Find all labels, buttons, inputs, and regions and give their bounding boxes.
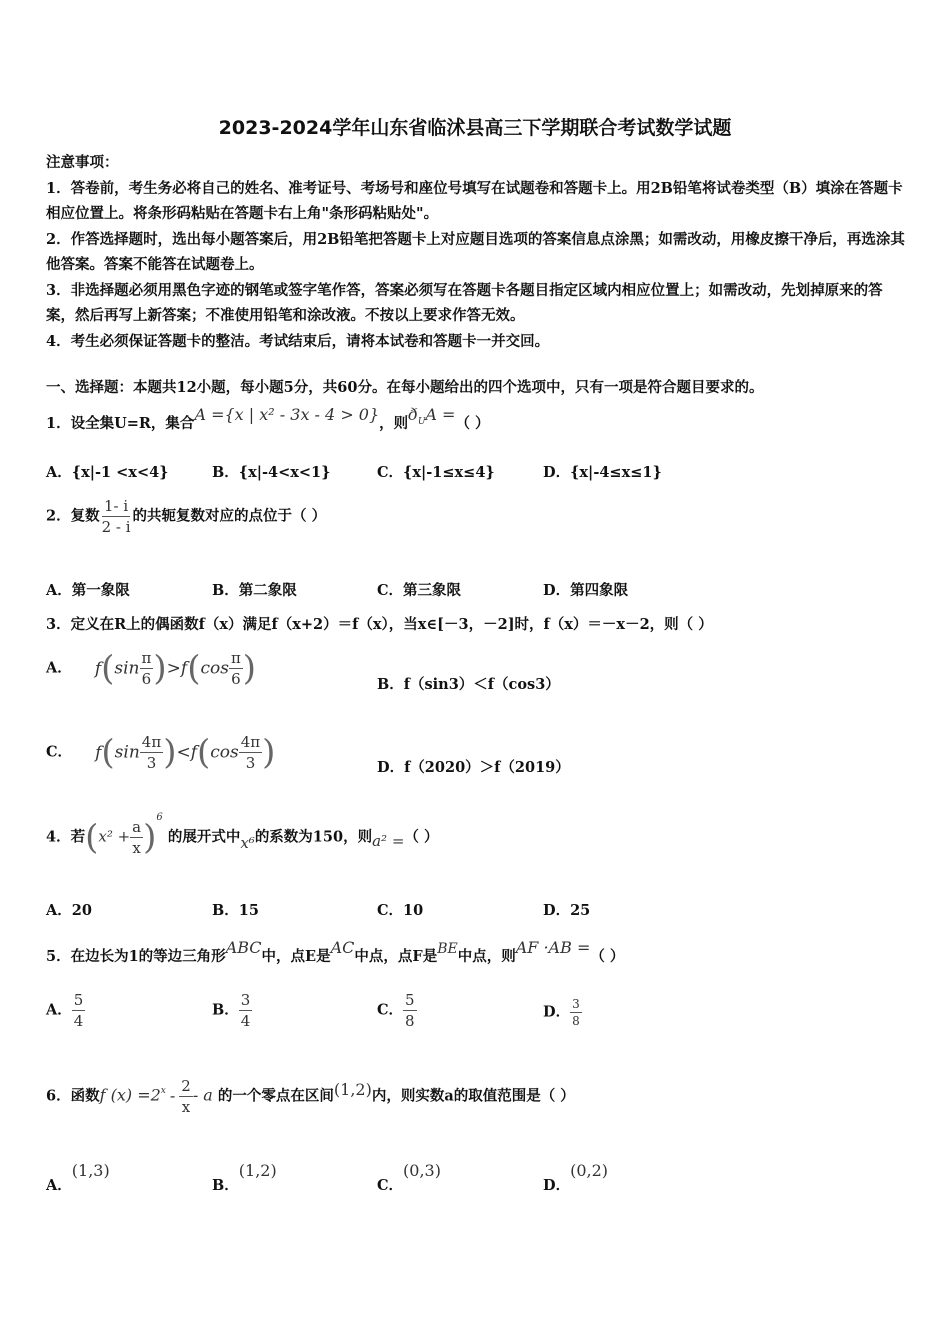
q4-prefix: 4．若 — [46, 828, 86, 846]
q3c-den1: 3 — [146, 754, 157, 772]
q3a-func2: cos — [200, 658, 229, 679]
q1-option-a[interactable]: A．{x|-1 <x<4} — [46, 464, 169, 481]
q3-option-b[interactable]: B．f（sin3）＜f（cos3） — [377, 676, 560, 693]
q3-option-c-label: C． — [46, 743, 73, 761]
notice-heading: 注意事项： — [46, 154, 119, 171]
q2-option-d[interactable]: D．第四象限 — [543, 582, 629, 599]
q4-option-b[interactable]: B．15 — [212, 902, 259, 919]
q6-function: f (x) =2 — [99, 1085, 161, 1105]
q2-fraction — [100, 496, 133, 537]
q1-paren: （ ） — [455, 415, 490, 432]
q2-denominator: 2 - i — [101, 518, 131, 536]
q5-option-b-label: B． — [212, 1001, 239, 1019]
q5-option-a-label: A． — [46, 1001, 72, 1019]
q2-option-a[interactable]: A．第一象限 — [46, 582, 130, 599]
q5-side-ac: AC — [330, 938, 355, 957]
q6-prefix: 6．函数 — [46, 1087, 100, 1105]
q4-inner-left: x² + — [98, 827, 131, 846]
q5a-num: 5 — [73, 991, 84, 1009]
q4-option-a[interactable]: A．20 — [46, 902, 92, 919]
q4-ask: a² = — [372, 831, 405, 850]
q5-p2: 中，点E是 — [261, 948, 331, 965]
q3a-operator: > — [166, 658, 181, 679]
q3c-den2: 3 — [245, 754, 256, 772]
q5d-num: 3 — [572, 997, 580, 1011]
q1-option-b[interactable]: B．{x|-4<x<1} — [212, 464, 331, 481]
q6-option-a-label: A． — [46, 1177, 72, 1194]
q1-option-c[interactable]: C．{x|-1≤x≤4} — [377, 464, 495, 481]
q3-option-a[interactable]: A． f(sin $\frac{\pi}{6}$ )>f(cos $\frac{\pi}{6}$ ) — [46, 648, 257, 689]
q5b-den: 4 — [240, 1012, 251, 1030]
q5c-den: 8 — [405, 1012, 415, 1030]
q5c-num: 5 — [405, 991, 415, 1009]
q6a-value: (1,3) — [71, 1161, 110, 1180]
q2-suffix: 的共轭复数对应的点位于（ ） — [132, 507, 327, 525]
q3a-func1: sin — [114, 658, 140, 679]
q3c-num1: 4π — [141, 733, 162, 751]
q4-term: x⁶ — [240, 833, 255, 852]
q3c-operator: < — [176, 742, 191, 763]
section-heading: 一、选择题：本题共12小题，每小题5分，共60分。在每小题给出的四个选项中，只有一项是符合题目要求的。 — [46, 379, 764, 396]
q4-mid: 的展开式中 — [167, 828, 241, 846]
q6-exponent: x — [160, 1085, 166, 1096]
q6-suffix: 内，则实数a的取值范围是（ ） — [371, 1087, 575, 1105]
q4-option-d[interactable]: D．25 — [543, 902, 591, 919]
q1-mid: ，则 — [379, 415, 409, 432]
question-2 — [46, 496, 326, 537]
q5a-den: 4 — [73, 1012, 84, 1030]
q5-dot-product: AF ·AB = — [515, 938, 591, 957]
q1-prefix: 1．设全集U=R，集合 — [46, 415, 195, 432]
q6-tail: - a — [192, 1085, 213, 1105]
complement-subscript: U — [417, 417, 426, 428]
q3a-num2: π — [230, 649, 241, 667]
q3c-func1: sin — [114, 742, 140, 763]
q5-option-b[interactable] — [212, 990, 252, 1031]
q2-option-c[interactable]: C．第三象限 — [377, 582, 462, 599]
q1-set: A ={x | x² - 3x - 4 > 0} — [194, 405, 380, 424]
page-title: 2023-2024学年山东省临沭县高三下学期联合考试数学试题 — [218, 117, 732, 139]
complement-symbol: ð — [408, 405, 418, 424]
q6-option-b[interactable] — [212, 1160, 277, 1194]
q3-option-a-label: A． — [46, 659, 72, 677]
q4-frac-den: x — [132, 839, 141, 857]
notice-item: 3．非选择题必须用黑色字迹的钢笔或签字笔作答，答案必须写在答题卡各题目指定区域内相应位置上；如需改动，先划掉原来的答案，然后再写上新答案；不准使用铅笔和涂改液。不按以上要求作答无效。 — [46, 281, 883, 324]
q5b-num: 3 — [240, 991, 251, 1009]
q4-mid2: 的系数为150，则 — [254, 828, 373, 846]
q3-option-c[interactable]: C． f(sin $\frac{4\pi}{3}$ )<f(cos $\frac{4\pi}{3}$ ) — [46, 732, 276, 773]
q6-option-d[interactable] — [543, 1160, 609, 1194]
question-5 — [46, 938, 625, 966]
notice-item: 4．考生必须保证答题卡的整洁。考试结束后，请将本试卷和答题卡一并交回。 — [46, 332, 550, 350]
q6-interval: (1,2) — [333, 1079, 372, 1099]
q2-option-b[interactable]: B．第二象限 — [212, 582, 297, 599]
q6-mid: 的一个零点在区间 — [217, 1087, 334, 1105]
q5-option-d-label: D． — [543, 1003, 571, 1021]
q5-option-a[interactable] — [46, 990, 85, 1031]
q6-option-b-label: B． — [212, 1177, 239, 1194]
q5-p4: 中点，则 — [457, 948, 516, 965]
notice-section — [46, 150, 906, 354]
q5-p1: 5．在边长为1的等边三角形 — [46, 948, 226, 965]
q3c-num2: 4π — [240, 733, 261, 751]
q6-frac-den: x — [181, 1098, 191, 1116]
q5-triangle: ABC — [225, 938, 262, 957]
q2-prefix: 2．复数 — [46, 507, 100, 525]
question-6 — [46, 1076, 575, 1117]
q5d-den: 8 — [572, 1014, 580, 1028]
q3a-num1: π — [141, 649, 152, 667]
q6-frac-num: 2 — [181, 1077, 191, 1095]
q5-p3: 中点，点F是 — [354, 948, 438, 965]
q5-segment-be: BE — [437, 941, 458, 957]
notice-item: 1．答卷前，考生务必将自己的姓名、准考证号、考场号和座位号填写在试题卷和答题卡上。用2B铅笔将试卷类型（B）填涂在答题卡相应位置上。将条形码粘贴在答题卡右上角"条形码粘贴处"。 — [46, 179, 903, 222]
q4-option-c[interactable]: C．10 — [377, 902, 424, 919]
q5-option-c[interactable] — [377, 990, 417, 1031]
q3a-den2: 6 — [231, 670, 241, 688]
q5-paren: （ ） — [590, 948, 625, 965]
q5-option-d[interactable] — [543, 996, 582, 1029]
q3c-func2: cos — [210, 742, 239, 763]
q6-option-d-label: D． — [543, 1177, 571, 1194]
q3a-den1: 6 — [141, 670, 152, 688]
q6-option-a[interactable] — [46, 1160, 110, 1194]
q3-option-d[interactable]: D．f（2020）＞f（2019） — [377, 759, 570, 776]
q1-option-d[interactable]: D．{x|-4≤x≤1} — [543, 464, 662, 481]
q6d-value: (0,2) — [570, 1161, 609, 1180]
q4-paren: （ ） — [404, 828, 439, 846]
q4-power: 6 — [156, 811, 163, 823]
notice-item: 2．作答选择题时，选出每小题答案后，用2B铅笔把答题卡上对应题目选项的答案信息点涂黑；如需改动，用橡皮擦干净后，再选涂其他答案。答案不能答在试题卷上。 — [46, 230, 905, 273]
q6-option-c-label: C． — [377, 1177, 404, 1194]
question-1 — [46, 405, 490, 435]
question-3: 3．定义在R上的偶函数f（x）满足f（x+2）＝f（x），当x∈[－3，－2]时，f（x）＝－x－2，则（ ） — [46, 616, 713, 633]
q6-option-c[interactable] — [377, 1160, 441, 1194]
q6c-value: (0,3) — [403, 1161, 441, 1180]
q6-minus: - — [169, 1085, 176, 1105]
q2-numerator: 1- i — [103, 497, 129, 515]
q5-option-c-label: C． — [377, 1001, 404, 1019]
q6b-value: (1,2) — [238, 1161, 277, 1180]
q1-tail: A = — [425, 405, 456, 424]
q4-frac-num: a — [132, 818, 142, 836]
question-4: 4．若(x² + $\frac{a}{x}$ )$^6$ 的展开式中x⁶的系数为150，则a² =（ ） — [46, 811, 439, 858]
